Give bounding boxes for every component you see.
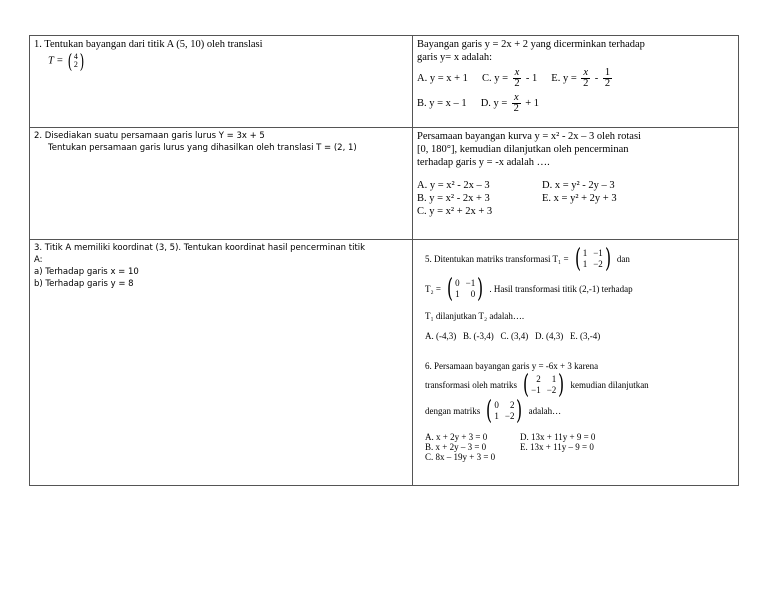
q6-options-row-2: [425, 442, 734, 452]
translation-vector: T = ( 4 2 ): [48, 49, 85, 73]
question-2-line2: Tentukan persamaan garis lurus yang dihasilkan oleh translasi T = (2, 1): [48, 143, 357, 153]
option-a: A. y = x² - 2x – 3: [417, 180, 490, 191]
question-3-cell: [30, 240, 413, 486]
option-e: E. 13x + 11y – 9 = 0: [520, 442, 594, 452]
option-d: D. 13x + 11y + 9 = 0: [520, 432, 596, 442]
option-a: A. y = x + 1: [417, 73, 468, 84]
question-3-option-b: b) Terhadap garis y = 8: [34, 279, 134, 289]
question-2b-cell: [413, 128, 739, 240]
question-5-options: A. (-4,3) B. (-3,4) C. (3,4) D. (4,3) E. (3,-4): [425, 331, 601, 341]
options-row-2: [417, 192, 734, 205]
matrix-2: ( 0 2 1 −2 ): [486, 396, 523, 426]
question-5-line2: T₂ = ( 0 −1 1 0 ) . Hasil transformasi titik (2,-1) terhadap: [425, 274, 633, 304]
options-row-1: [417, 179, 734, 192]
matrix-1: ( 2 1 −1 −2 ): [523, 370, 565, 400]
question-6-line2: transformasi oleh matriks ( 2 1 −1 −2 ) kemudian dilanjutkan: [425, 370, 649, 400]
question-2b-line2: [0, 180°], kemudian dilanjutkan oleh pencerminan: [417, 144, 629, 155]
matrix-t1: ( 1 −1 1 −2 ): [574, 244, 611, 274]
question-1b-line2: garis y= x adalah:: [417, 52, 493, 63]
option-a: A. x + 2y + 3 = 0: [425, 432, 488, 442]
option-b: B. y = x² - 2x + 3: [417, 193, 490, 204]
question-1b-line1: Bayangan garis y = 2x + 2 yang dicerminkan terhadap: [417, 39, 645, 50]
q6-options-row-1: [425, 432, 734, 442]
option-d: D. y = $\frac{x}{2}$ + 1: [480, 92, 540, 114]
options-row-1: [417, 68, 734, 89]
option-d: D. x = y² - 2y – 3: [542, 180, 615, 191]
question-1b-cell: [413, 36, 739, 128]
question-6-line3: dengan matriks ( 0 2 1 −2 ) adalah…: [425, 396, 562, 426]
question-3-option-a: a) Terhadap garis x = 10: [34, 267, 139, 277]
question-5-line3: T₁ dilanjutkan T₂ adalah….: [425, 311, 525, 321]
option-e: E. x = y² + 2y + 3: [542, 193, 617, 204]
questions-5-6-cell: [413, 240, 739, 486]
question-1-text: 1. Tentukan bayangan dari titik A (5, 10) oleh translasi: [34, 39, 263, 50]
matrix-t2: ( 0 −1 1 0 ): [447, 274, 484, 304]
option-b: B. y = x – 1: [417, 98, 467, 109]
option-c: C. y = x² + 2x + 3: [417, 206, 493, 217]
question-2b-line3: terhadap garis y = -x adalah ….: [417, 157, 550, 168]
question-2-line1: 2. Disediakan suatu persamaan garis lurus Y = 3x + 5: [34, 131, 265, 141]
question-5-line1: 5. Ditentukan matriks transformasi T₁ = ( 1 −1 1 −2 ) dan: [425, 244, 630, 274]
option-e: E. y = $\frac{x}{2}$ - $\frac{1}{2}$: [551, 67, 611, 89]
worksheet-table: [29, 35, 739, 486]
question-2b-line1: Persamaan bayangan kurva y = x² - 2x – 3 oleh rotasi: [417, 131, 641, 142]
question-2-cell: [30, 128, 413, 240]
options-row-2: [417, 93, 734, 114]
question-3-line2: A:: [34, 255, 43, 265]
question-3-line1: 3. Titik A memiliki koordinat (3, 5). Tentukan koordinat hasil pencerminan titik: [34, 243, 366, 253]
option-b: B. x + 2y – 3 = 0: [425, 442, 487, 452]
vector-bottom: 2: [73, 60, 78, 69]
question-1-cell: [30, 36, 413, 128]
option-c: C. y = $\frac{x}{2}$ - 1: [481, 67, 538, 89]
vector-top: 4: [73, 52, 78, 61]
question-6-line1: 6. Persamaan bayangan garis y = -6x + 3 karena: [425, 361, 599, 371]
option-c: C. 8x – 19y + 3 = 0: [425, 452, 496, 462]
